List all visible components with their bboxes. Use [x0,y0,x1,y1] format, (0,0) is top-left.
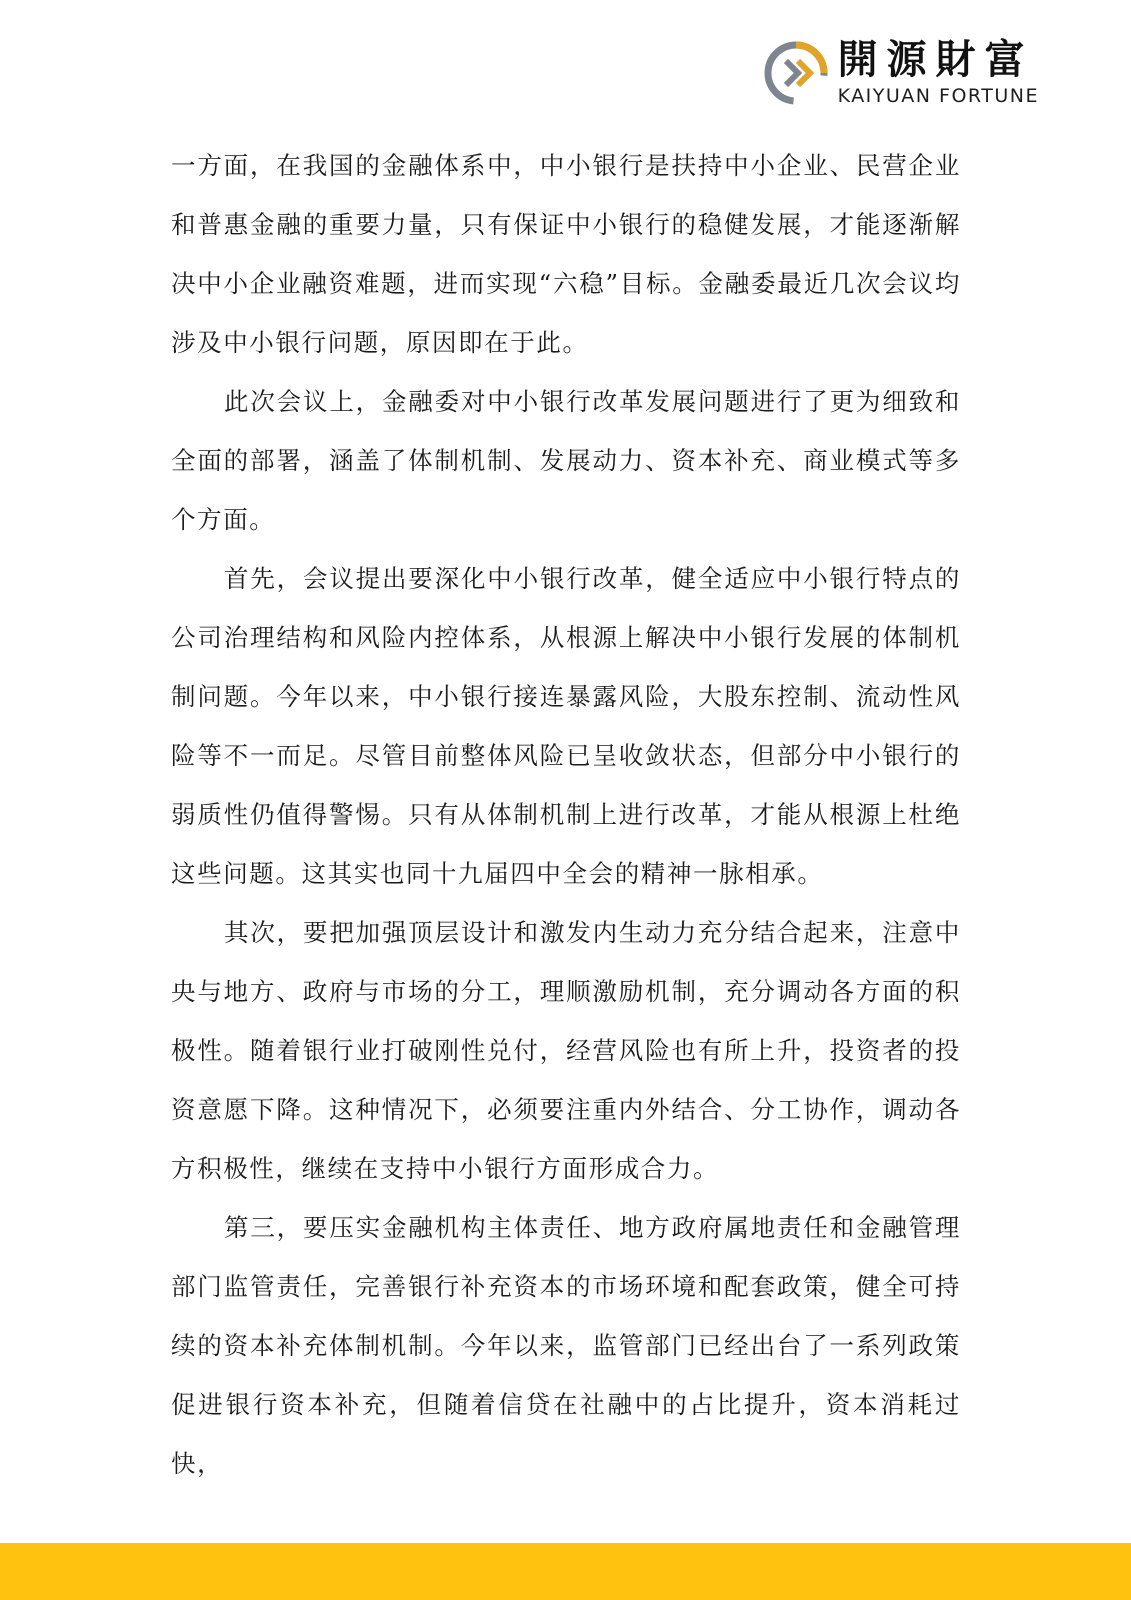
paragraph: 首先，会议提出要深化中小银行改革，健全适应中小银行特点的公司治理结构和风险内控体系，从根源上解决中小银行发展的体制机制问题。今年以来，中小银行接连暴露风险，大股东控制、流动性风险等不一而足。尽管目前整体风险已呈收敛状态，但部分中小银行的弱质性仍值得警惕。只有从体制机制上进行改革，才能从根源上杜绝这些问题。这其实也同十九届四中全会的精神一脉相承。 [171,564,961,888]
logo-text [838,38,1039,108]
paragraph: 其次，要把加强顶层设计和激发内生动力充分结合起来，注意中央与地方、政府与市场的分工，理顺激励机制，充分调动各方面的积极性。随着银行业打破刚性兑付，经营风险也有所上升，投资者的投资意愿下降。这种情况下，必须要注重内外结合、分工协作，调动各方积极性，继续在支持中小银行方面形成合力。 [171,918,961,1183]
footer-bar [0,1543,1131,1600]
kaiyuan-logo-icon [762,39,830,107]
paragraph: 一方面，在我国的金融体系中，中小银行是扶持中小企业、民营企业和普惠金融的重要力量，只有保证中小银行的稳健发展，才能逐渐解决中小企业融资难题，进而实现“六稳”目标。金融委最近几次会议均涉及中小银行问题，原因即在于此。 [171,151,961,357]
logo-chinese-name: 開源財富 [837,37,1034,83]
paragraph: 第三，要压实金融机构主体责任、地方政府属地责任和金融管理部门监管责任，完善银行补充资本的市场环境和配套政策，健全可持续的资本补充体制机制。今年以来，监管部门已经出台了一系列政策促进银行资本补充，但随着信贷在社融中的占比提升，资本消耗过快， [171,1213,961,1478]
logo-english-name: KAIYUAN FORTUNE [837,85,1039,107]
paragraph: 此次会议上，金融委对中小银行改革发展问题进行了更为细致和全面的部署，涵盖了体制机制、发展动力、资本补充、商业模式等多个方面。 [171,387,961,534]
article-body [171,136,961,1493]
page-header [762,38,1039,108]
